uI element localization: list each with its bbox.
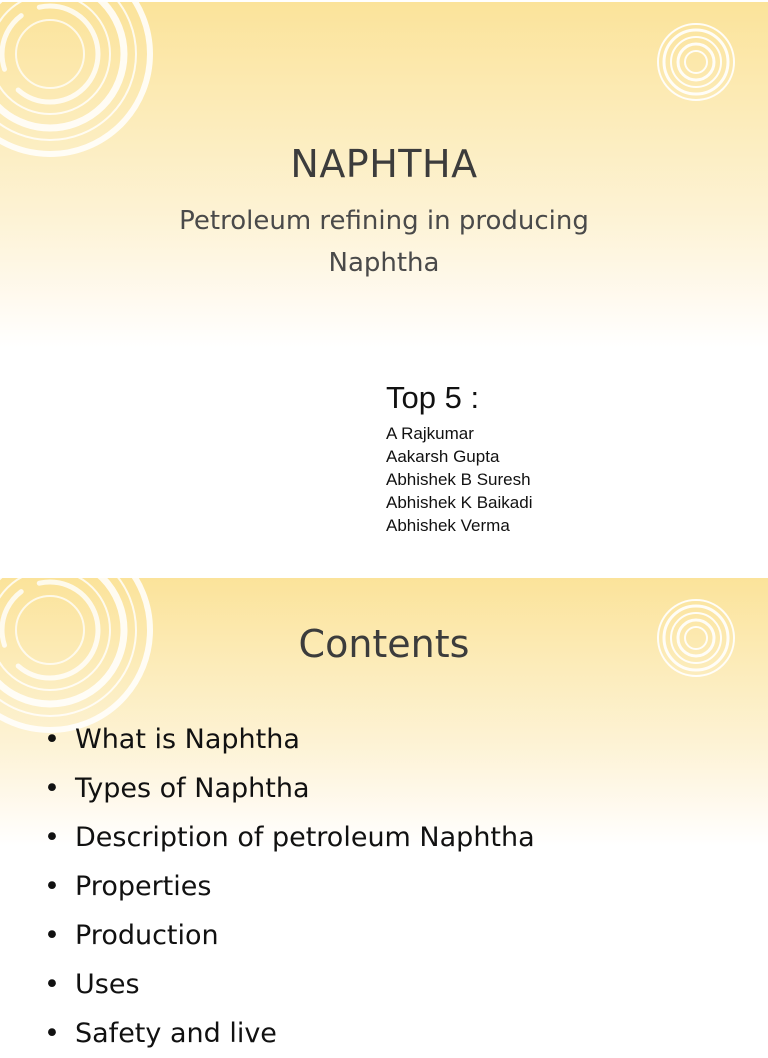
bullet-icon: •	[44, 724, 60, 755]
slide-subtitle	[0, 200, 768, 284]
bullet-icon: •	[44, 773, 60, 804]
list-item	[44, 1009, 535, 1058]
bullet-icon: •	[44, 822, 60, 853]
team-member: A Rajkumar	[386, 424, 474, 443]
team-member: Abhishek K Baikadi	[386, 493, 533, 512]
bullet-icon: •	[44, 871, 60, 902]
contents-list	[44, 715, 535, 1058]
list-item-text: Uses	[75, 969, 140, 1000]
slide-contents	[0, 578, 768, 1049]
slide-title-heading: NAPHTHA	[290, 142, 478, 186]
slide-title	[0, 2, 768, 578]
list-item	[44, 960, 535, 1009]
list-item-text: Properties	[75, 871, 212, 902]
subtitle-line: Naphtha	[328, 248, 440, 278]
bullet-icon: •	[44, 969, 60, 1000]
list-item-text: What is Naphtha	[75, 724, 300, 755]
team-member: Abhishek B Suresh	[386, 470, 531, 489]
team-heading: Top 5 :	[386, 380, 480, 415]
list-item-text: Production	[75, 920, 219, 951]
concentric-rings-icon	[654, 20, 738, 104]
list-item-text: Description of petroleum Naphtha	[75, 822, 535, 853]
team-block	[386, 380, 532, 537]
subtitle-line: Petroleum refining in producing	[179, 206, 589, 236]
bullet-icon: •	[44, 920, 60, 951]
team-list	[386, 422, 532, 537]
slide-title-heading: Contents	[298, 622, 470, 666]
bullet-icon: •	[44, 1018, 60, 1049]
team-member: Abhishek Verma	[386, 516, 510, 535]
list-item	[44, 911, 535, 960]
list-item-text: Types of Naphtha	[75, 773, 310, 804]
concentric-rings-icon	[0, 0, 160, 164]
list-item	[44, 813, 535, 862]
list-item-text: Safety and live	[75, 1018, 277, 1049]
list-item	[44, 715, 535, 764]
list-item	[44, 764, 535, 813]
list-item	[44, 862, 535, 911]
team-member: Aakarsh Gupta	[386, 447, 500, 466]
